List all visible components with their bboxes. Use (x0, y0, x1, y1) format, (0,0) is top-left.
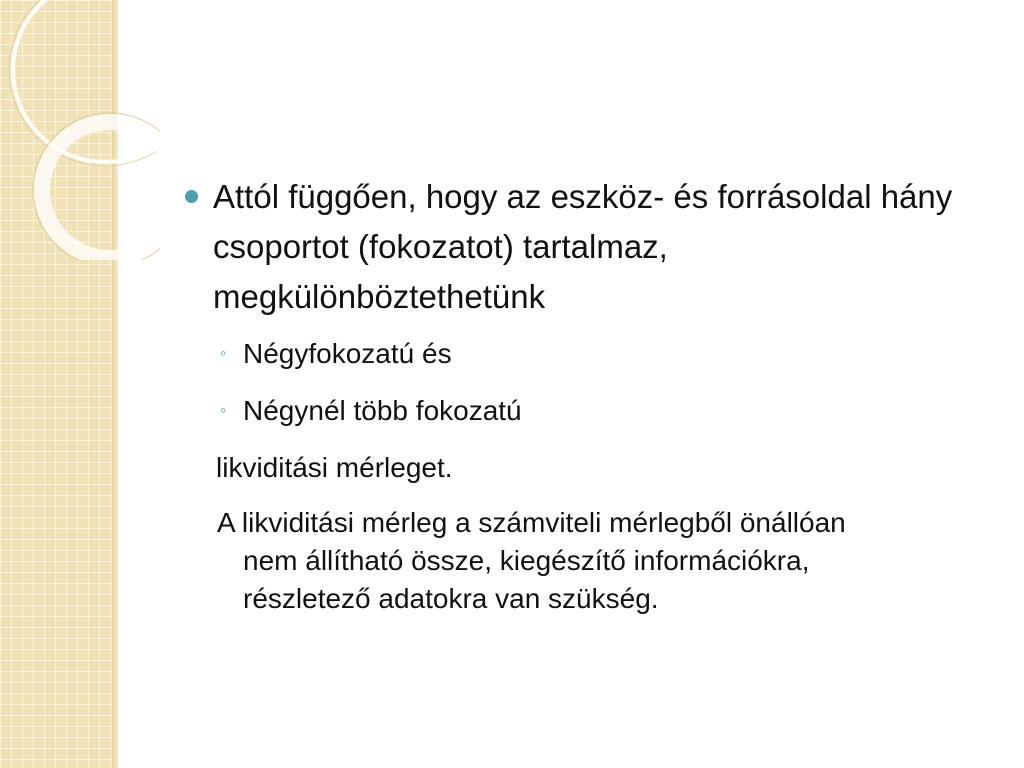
sub-bullet-list (180, 334, 960, 431)
sub-bullet-item (180, 391, 960, 431)
sub-bullet-label: Négynél több fokozatú (243, 395, 522, 426)
decorative-rings (0, 0, 160, 260)
main-bullet (180, 172, 960, 322)
sub-bullet-item (180, 334, 960, 374)
bullet-dot-icon (185, 190, 198, 203)
sub-bullet-label: Négyfokozatú és (243, 338, 452, 369)
hollow-circle-icon: ◦ (220, 400, 227, 420)
slide-content (180, 172, 960, 618)
continuation-line: likviditási mérleget. (216, 452, 453, 483)
main-bullet-text: Attól függően, hogy az eszköz- és forrásoldal hány csoportot (fokozatot) tartalmaz, megkülönböztethetünk (213, 178, 953, 315)
explanation-paragraph: A likviditási mérleg a számviteli mérlegből önállóan nem állítható össze, kiegészítő információkra, részletező adatokra van szükség. (217, 507, 846, 614)
hollow-circle-icon: ◦ (220, 343, 227, 363)
